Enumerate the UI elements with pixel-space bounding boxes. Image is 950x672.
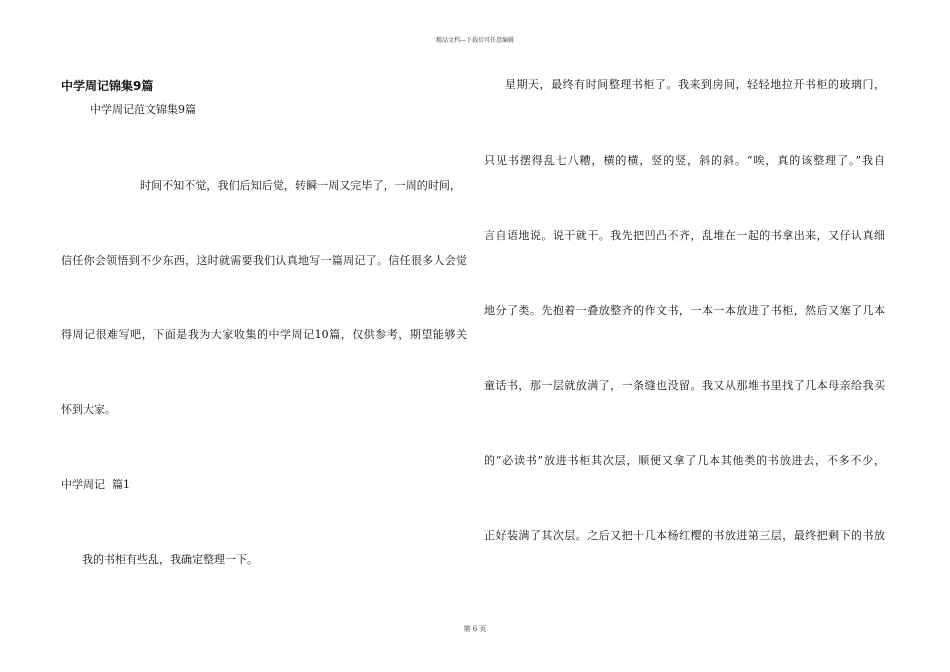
section-heading: 中学周记 篇1 <box>61 478 130 491</box>
page-header: 精品文档---下载后可任意编辑 <box>435 37 515 44</box>
page-footer: 第 6 页 <box>463 625 487 633</box>
right-line-1: 星期天，最终有时间整理书柜了。我来到房间，轻轻地拉开书柜的玻璃门， <box>505 78 885 91</box>
document-title: 中学周记锦集9篇 <box>61 79 154 93</box>
intro-line-4: 怀到大家。 <box>61 403 116 416</box>
right-line-4: 地分了类。先抱着一叠放整齐的作文书，一本一本放进了书柜，然后又塞了几本 <box>484 304 885 317</box>
document-subtitle: 中学周记范文锦集9篇 <box>90 103 196 116</box>
intro-line-1: 时间不知不觉，我们后知后觉，转瞬一周又完毕了，一周的时间， <box>140 179 461 192</box>
right-line-2: 只见书摆得乱七八糟，横的横，竖的竖，斜的斜。“唉，真的该整理了。”我自 <box>484 154 885 167</box>
intro-line-3: 得周记很难写吧，下面是我为大家收集的中学周记10篇，仅供参考，期望能够关 <box>61 328 467 341</box>
right-line-7: 正好装满了其次层。之后又把十几本杨红樱的书放进第三层，最终把剩下的书放 <box>484 529 885 542</box>
section-first-line: 我的书柜有些乱，我确定整理一下。 <box>82 553 258 566</box>
right-line-6: 的“必读书”放进书柜其次层，顺便又拿了几本其他类的书放进去，不多不少， <box>484 454 885 467</box>
intro-line-2: 信任你会领悟到不少东西，这时就需要我们认真地写一篇周记了。信任很多人会觉 <box>61 254 467 267</box>
right-line-3: 言自语地说。说干就干。我先把凹凸不齐，乱堆在一起的书拿出来，又仔认真细 <box>484 229 885 242</box>
right-line-5: 童话书，那一层就放满了，一条缝也没留。我又从那堆书里找了几本母亲给我买 <box>484 379 885 392</box>
